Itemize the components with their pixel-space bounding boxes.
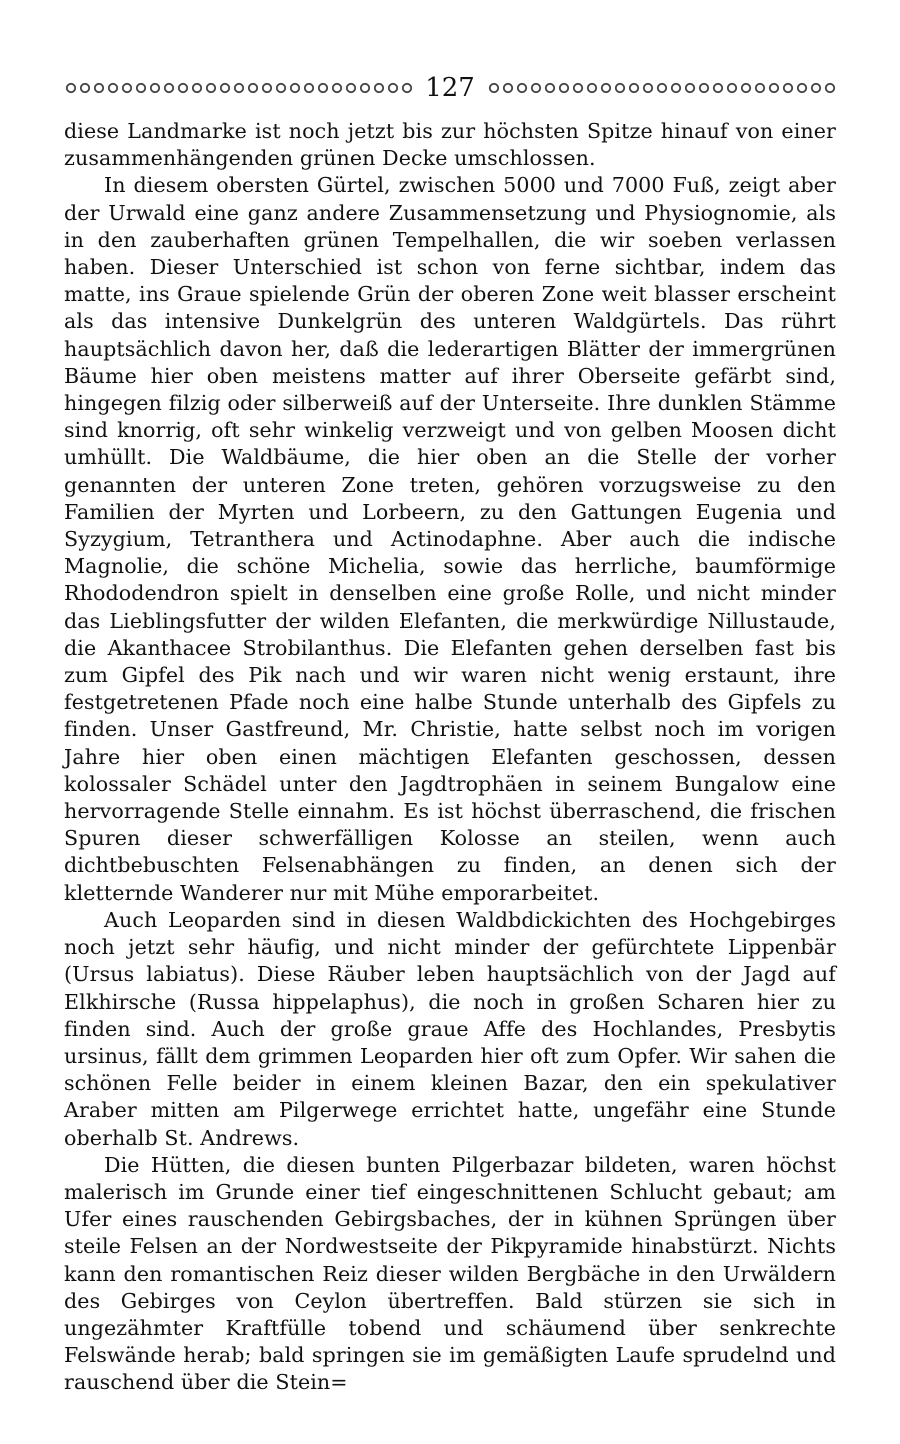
paragraph-upper-belt: In diesem obersten Gürtel, zwischen 5000 und 7000 Fuß, zeigt aber der Urwald eine ganz andere Zusammensetzung und Physiognomie, als in den zauberhaften grünen Tempelhallen, die wir soeben verlassen haben. Dieser Unterschied ist schon von ferne sichtbar, indem das matte, ins Graue spielende Grün der oberen Zone weit blasser erscheint als das intensive Dunkelgrün des unteren Waldgürtels. Das rührt hauptsächlich davon her, daß die lederartigen Blätter der immergrünen Bäume hier oben meistens matter auf ihrer Oberseite gefärbt sind, hingegen filzig oder silberweiß auf der Unterseite. Ihre dunklen Stämme sind knorrig, oft sehr winkelig verzweigt und von gelben Moosen dicht umhüllt. Die Waldbäume, die hier oben an die Stelle der vorher genannten der unteren Zone treten, gehören vorzugsweise zu den Familien der Myrten und Lorbeern, zu den Gattungen Eugenia und Syzygium, Tetranthera und Actinodaphne. Aber auch die indische Magnolie, die schöne Michelia, sowie das herrliche, baumförmige Rhododendron spielt in denselben eine große Rolle, und nicht minder das Lieblingsfutter der wilden Elefanten, die merkwürdige Nillustaude, die Akanthacee Strobilanthus. Die Elefanten gehen derselben fast bis zum Gipfel des Pik nach und wir waren nicht wenig erstaunt, ihre festgetretenen Pfade noch eine halbe Stunde unterhalb des Gipfels zu finden. Unser Gastfreund, Mr. Christie, hatte selbst noch im vorigen Jahre hier oben einen mächtigen Elefanten geschossen, dessen kolossaler Schädel unter den Jagdtrophäen in seinem Bungalow eine hervorragende Stelle einnahm. Es ist höchst überraschend, die frischen Spuren dieser schwerfälligen Kolosse an steilen, wenn auch dichtbebuschten Felsenabhängen zu finden, an denen sich der kletternde Wanderer nur mit Mühe emporarbeitet. <box>64 173 836 905</box>
paragraph-huts: Die Hütten, die diesen bunten Pilgerbazar bildeten, waren höchst malerisch im Grunde einer tief eingeschnittenen Schlucht gebaut; am Ufer eines rauschenden Gebirgsbaches, der in kühnen Sprüngen über steile Felsen an der Nordwestseite der Pikpyramide hinabstürzt. Nichts kann den romantischen Reiz dieser wilden Bergbäche in den Urwäldern des Gebirges von Ceylon übertreffen. Bald stürzen sie sich in ungezähmter Kraftfülle tobend und schäumend über senkrechte Felswände herab; bald springen sie im gemäßigten Laufe sprudelnd und rauschend über die Stein= <box>64 1152 836 1395</box>
book-page <box>64 68 836 1397</box>
page-header <box>64 68 836 108</box>
right-ornament-border <box>487 81 836 95</box>
page-body <box>64 118 836 1397</box>
page-number: 127 <box>425 73 475 103</box>
left-ornament-border <box>64 81 413 95</box>
paragraph-continuation: diese Landmarke ist noch jetzt bis zur höchsten Spitze hinauf von einer zusammenhängenden grünen Decke umschlossen. <box>64 119 836 171</box>
paragraph-leopards: Auch Leoparden sind in diesen Waldbdickichten des Hochgebirges noch jetzt sehr häufig, und nicht minder der gefürchtete Lippenbär (Ursus labiatus). Diese Räuber leben hauptsächlich von der Jagd auf Elkhirsche (Russa hippelaphus), die noch in großen Scharen hier zu finden sind. Auch der große graue Affe des Hochlandes, Presbytis ursinus, fällt dem grimmen Leoparden hier oft zum Opfer. Wir sahen die schönen Felle beider in einem kleinen Bazar, den ein spekulativer Araber mitten am Pilgerwege errichtet hatte, ungefähr eine Stunde oberhalb St. Andrews. <box>64 907 836 1150</box>
